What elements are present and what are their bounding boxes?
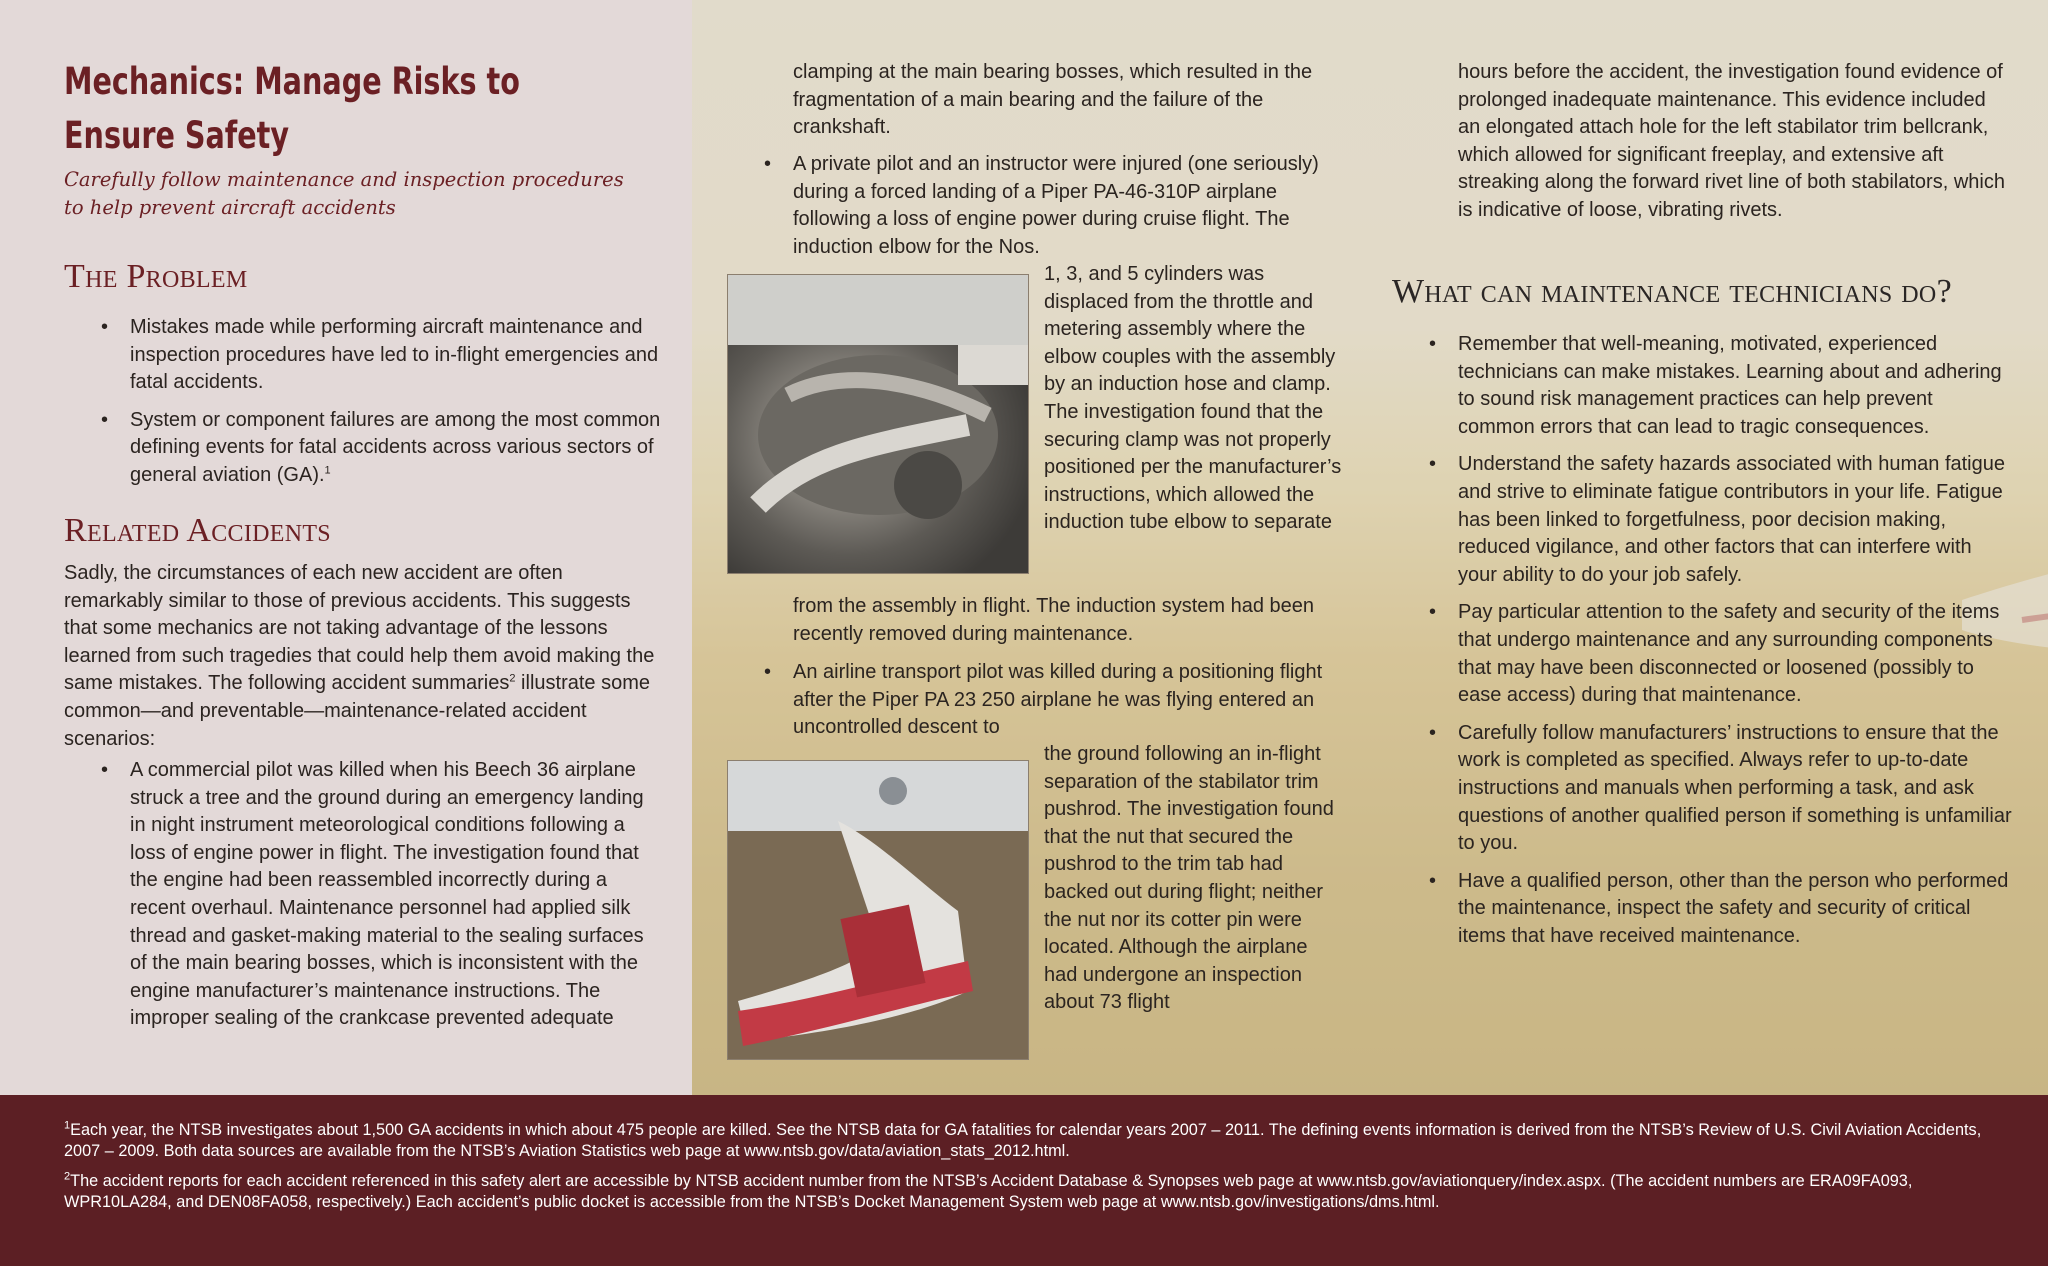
problem-heading: The Problem [64, 258, 248, 295]
recommendation-item [1392, 331, 2014, 441]
accident-list-col1 [64, 757, 664, 1043]
footnote-mark: 2 [64, 1170, 71, 1183]
accident-2-side: 1, 3, and 5 cylinders was displaced from the throttle and metering assembly where the elbow couples with the assembly by an induction hose and clamp. The investigation found that the securing clamp was not properly positioned per the manufacturer’s instructions, which allowed the induction tube elbow to separate [1044, 263, 1342, 534]
footnote-2 [64, 1171, 1994, 1213]
problem-list [64, 314, 664, 500]
accident-text: A private pilot and an instructor were injured (one seriously) during a forced landing of a Piper PA-46-310P airplane following a loss of engine power during cruise flight. The induction elbow for the Nos. [793, 153, 1319, 258]
problem-bullet [64, 407, 664, 490]
page-subtitle: Carefully follow maintenance and inspection procedures to help prevent aircraft accidents [64, 168, 624, 219]
problem-bullet [64, 314, 664, 397]
accident-text: An airline transport pilot was killed during a positioning flight after the Piper PA 23 250 airplane he was flying entered an uncontrolled descent to [793, 661, 1323, 739]
accident-3-side: the ground following an in-flight separation of the stabilator trim pushrod. The investigation found that the nut that secured the pushrod to the trim tab had backed out during flight; neither the nut nor its cotter pin were located. Although the airplane had undergone an inspection about 73 flight [1044, 743, 1334, 1014]
recommendation-item [1392, 451, 2014, 589]
footnote-1 [64, 1120, 1994, 1162]
recommendation-item [1392, 599, 2014, 709]
related-intro [64, 560, 664, 753]
engine-photo [727, 274, 1029, 574]
accident-3 [727, 659, 1341, 752]
recommendation-item [1392, 868, 2014, 951]
intro-text: illustrate some common—and preventable—maintenance-related accident scenarios: [64, 672, 650, 750]
intro-text: Sadly, the circumstances of each new accident are often remarkably similar to those of previous accidents. This suggests that some mechanics are not taking advantage of the lessons learned from such tragedies that could help them avoid making the same mistakes. The following accident summaries [64, 562, 655, 695]
what-can-technicians-do-heading: What can maintenance technicians do? [1392, 273, 1952, 310]
accident-3-top [727, 659, 1341, 742]
footnote-mark: 2 [509, 672, 516, 685]
recommendation-text: Pay particular attention to the safety and security of the items that undergo maintenance and any surrounding components that may have been disconnected or loosened (possibly to ease access) during that maintenance. [1458, 601, 2000, 707]
accident-3-continued: hours before the accident, the investigation found evidence of prolonged inadequate maintenance. This evidence included an elongated attach hole for the left stabilator trim bellcrank, which allowed for significant freeplay, and extensive aft streaking along the forward rivet line of both stabilators, which is indicative of loose, vibrating rivets. [1458, 61, 2005, 221]
bullet-text: System or component failures are among the most common defining events for fatal accidents across various sectors of general aviation (GA). [130, 408, 661, 486]
footnote-mark: 1 [324, 464, 331, 477]
accident-text: A commercial pilot was killed when his Beech 36 airplane struck a tree and the ground during an emergency landing in night instrument meteorological conditions following a loss of engine power in flight. The investigation found that the engine had been reassembled incorrectly during a recent overhaul. Maintenance personnel had applied silk thread and gasket-making material to the sealing surfaces of the main bearing bosses, which is inconsistent with the engine manufacturer’s maintenance instructions. The improper sealing of the crankcase prevented adequate [130, 759, 644, 1030]
page-title: Mechanics: Manage Risks to Ensure Safety [64, 60, 520, 157]
wreckage-photo [727, 760, 1029, 1060]
recommendation-text: Carefully follow manufacturers’ instructions to ensure that the work is completed as specified. Always refer to up-to-date instructions and manuals when performing a task, and ask questions of another qualified person if something is unfamiliar to you. [1458, 721, 2012, 855]
related-accidents-heading: Related Accidents [64, 512, 331, 549]
bullet-text: Mistakes made while performing aircraft maintenance and inspection procedures have led to in-flight emergencies and fatal accidents. [130, 316, 659, 394]
recommendation-text: Remember that well-meaning, motivated, experienced technicians can make mistakes. Learning about and adhering to sound risk management practices can help prevent common errors that can lead to tragic consequences. [1458, 333, 2002, 438]
recommendations-list [1392, 331, 2014, 960]
recommendation-text: Have a qualified person, other than the person who performed the maintenance, inspect the safety and security of critical items that have received maintenance. [1458, 869, 2009, 947]
footnote-mark: 1 [64, 1119, 71, 1132]
recommendation-item [1392, 720, 2014, 858]
footnotes-bar [0, 1095, 2048, 1266]
accident-2 [727, 151, 1341, 271]
footnote-text: The accident reports for each accident referenced in this safety alert are accessible by NTSB accident number from the NTSB’s Accident Database & Synopses web page at www.ntsb.gov/aviationquery/index.aspx. (The accident numbers are ERA09FA093, WPR10LA284, and DEN08FA058, respectively.) Each accident’s public docket is accessible from the NTSB’s Docket Management System web page at www.ntsb.gov/investigations/dms.html. [64, 1172, 1913, 1211]
recommendation-text: Understand the safety hazards associated with human fatigue and strive to eliminate fatigue contributors in your life. Fatigue has been linked to forgetfulness, poor decision making, reduced vigilance, and other factors that can interfere with your ability to do your job safely. [1458, 453, 2005, 586]
accident-2-bottom: from the assembly in flight. The induction system had been recently removed during maintenance. [793, 595, 1315, 645]
accident-1 [64, 757, 664, 1033]
footnote-text: Each year, the NTSB investigates about 1,500 GA accidents in which about 475 people are killed. See the NTSB data for GA fatalities for calendar years 2007 – 2011. The defining events information is derived from the NTSB’s Review of U.S. Civil Aviation Accidents, 2007 – 2009. Both data sources are available from the NTSB’s Aviation Statistics web page at www.ntsb.gov/data/aviation_stats_2012.html. [64, 1121, 1982, 1160]
accident-1-continued: clamping at the main bearing bosses, which resulted in the fragmentation of a main bearing and the failure of the crankshaft. [793, 61, 1313, 139]
accident-2-top [727, 151, 1341, 261]
